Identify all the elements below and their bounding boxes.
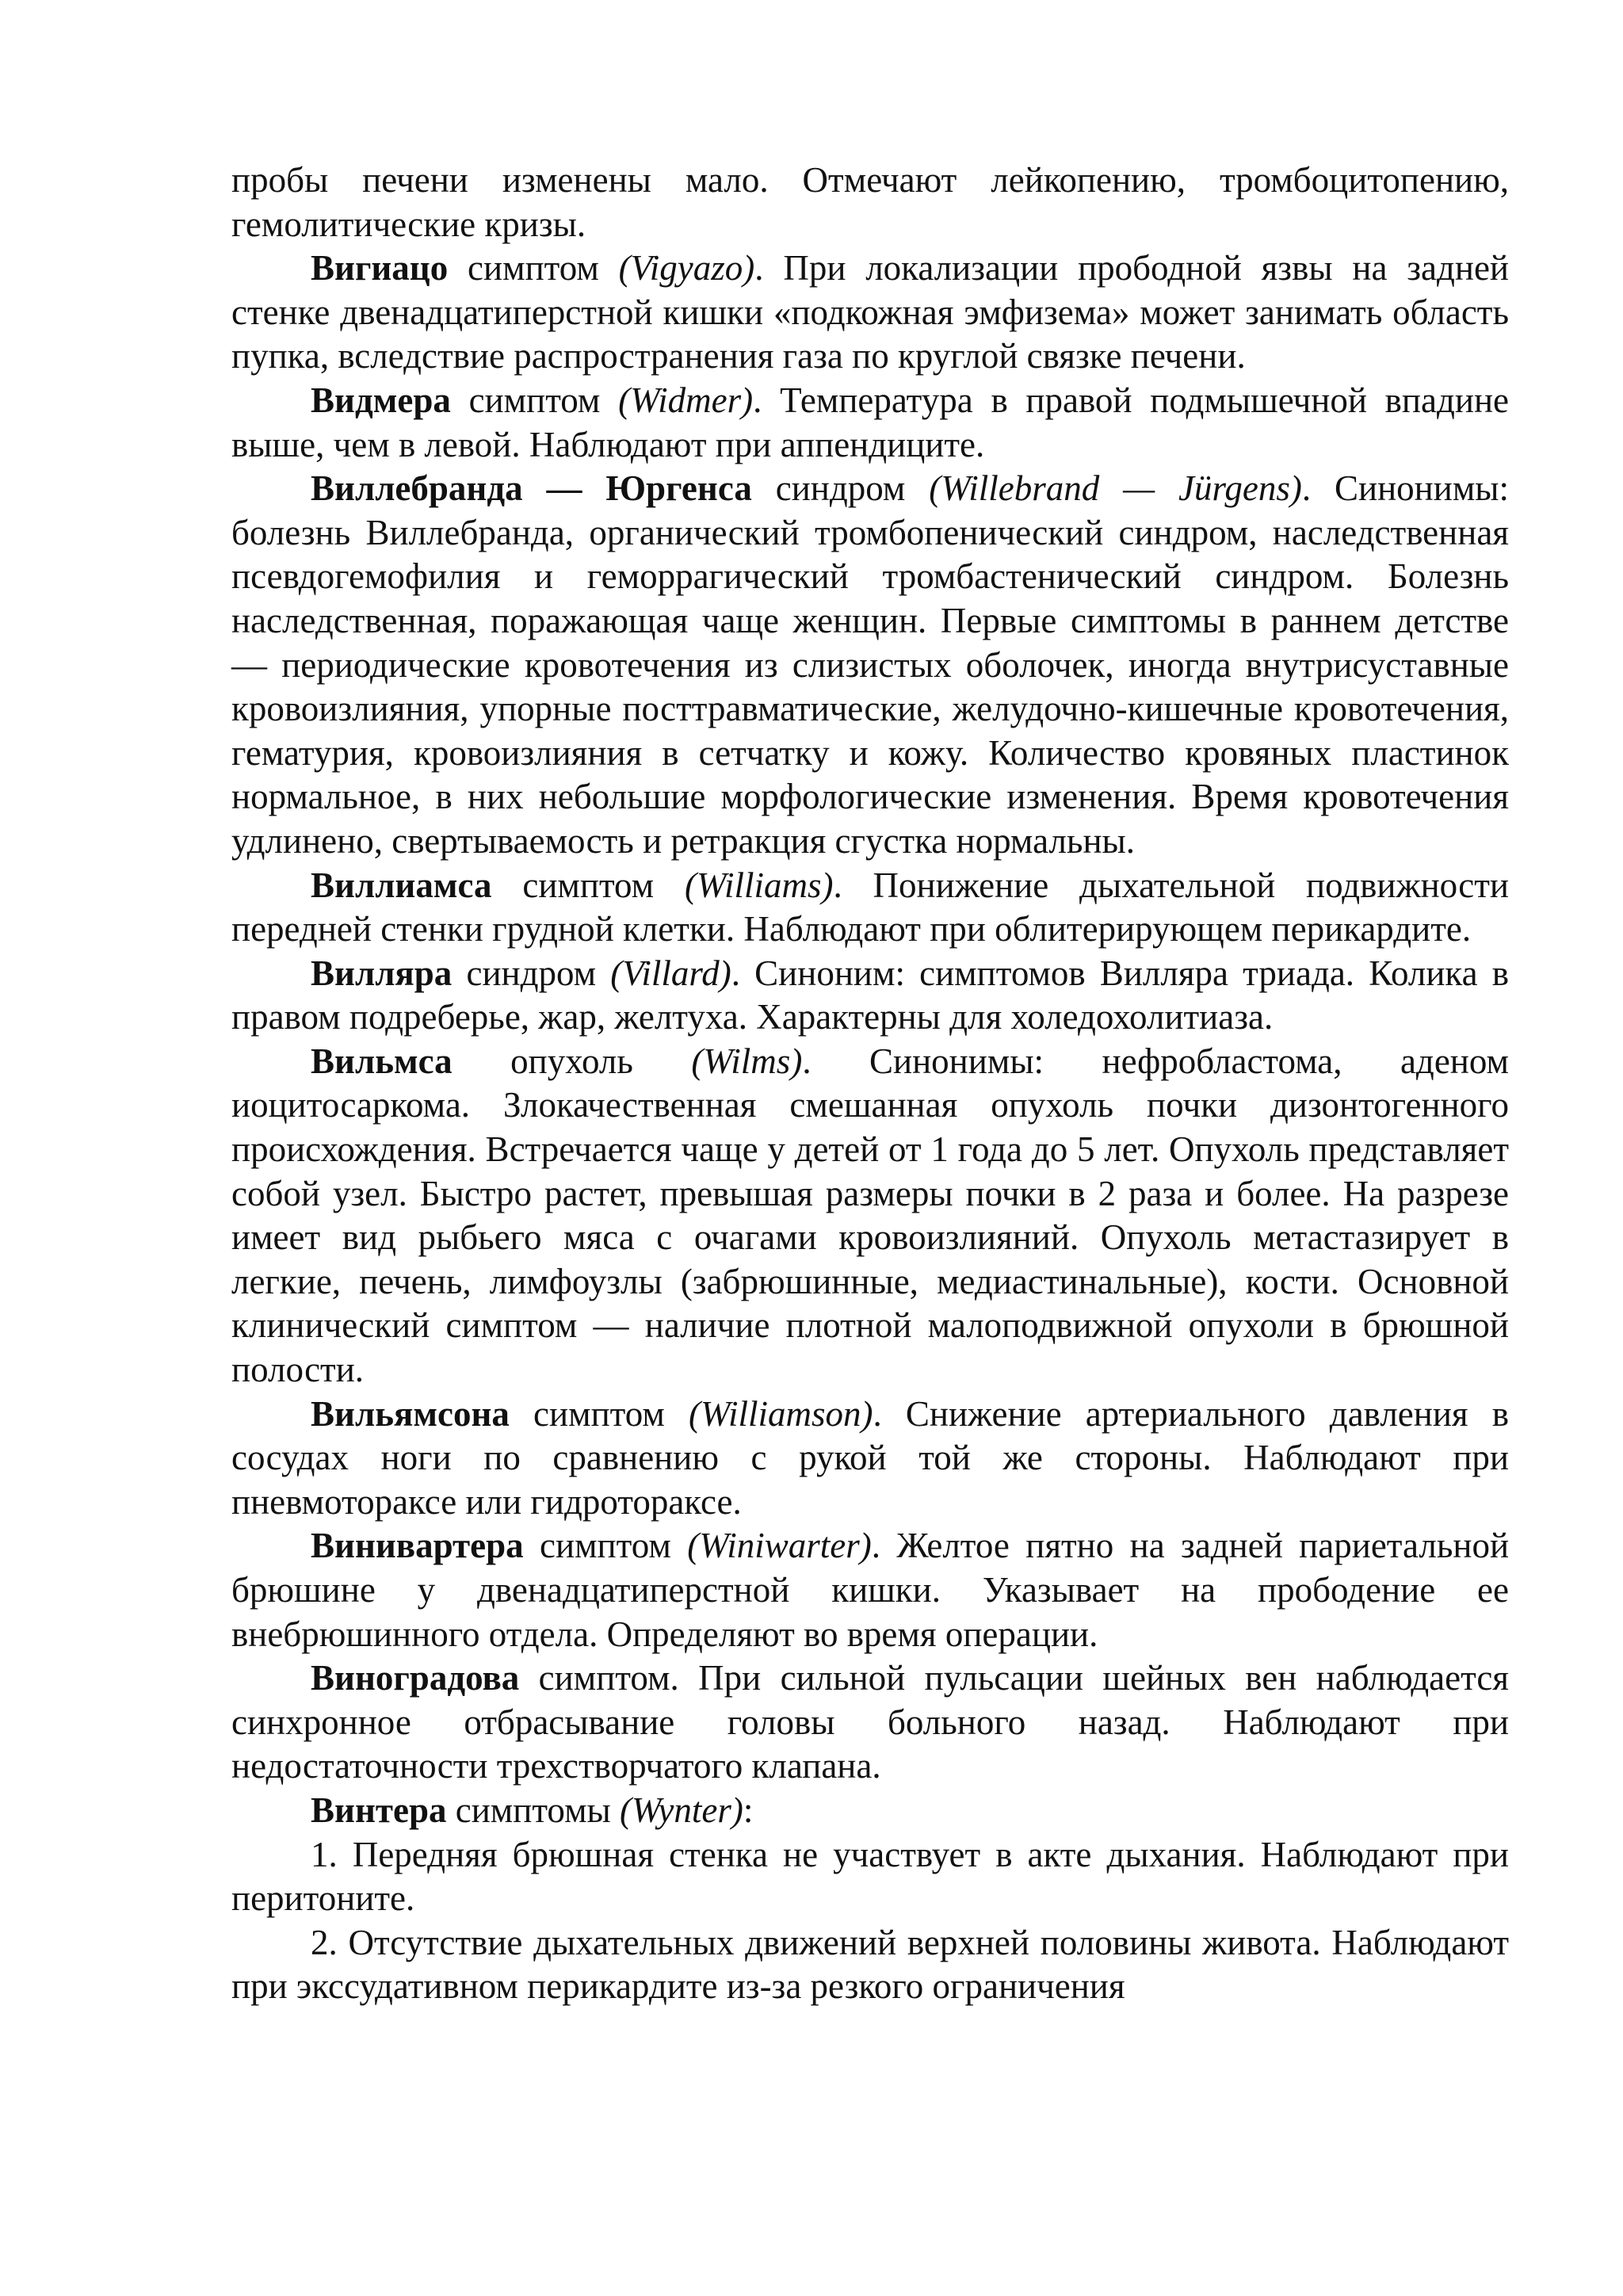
- numbered-item-1: 1. Передняя брюшная стенка не участвует в акте дыхания. Наблюдают при перитоните.: [231, 1834, 1509, 1919]
- entry-kind: симптом: [540, 1526, 671, 1566]
- entry-term: Виллиамса: [311, 865, 492, 905]
- entry-body: :: [743, 1790, 754, 1830]
- entry-kind: опухоль: [510, 1041, 633, 1081]
- entry-term: Вильмса: [311, 1041, 453, 1081]
- entry-term: Винтера: [311, 1790, 447, 1830]
- entry-kind: синдром: [775, 468, 906, 509]
- entry-term: Вилляра: [311, 953, 453, 993]
- entry-willebrand: [231, 467, 1509, 863]
- entry-latin: (Vigyazo): [618, 248, 755, 288]
- entry-latin: (Villard): [610, 953, 731, 993]
- entry-term: Вигиацо: [311, 248, 449, 288]
- entry-williams: [231, 864, 1509, 952]
- entry-term: Винивартера: [311, 1526, 524, 1566]
- entry-term: Видмера: [311, 380, 451, 420]
- entry-latin: (Willebrand — Jürgens): [929, 468, 1302, 509]
- entry-villard: [231, 952, 1509, 1040]
- entry-kind: симптом: [468, 380, 601, 420]
- entry-body: . Понижение дыхательной подвижности передней стенки грудной клетки. Наблюдают при облитерирующем перикардите.: [231, 865, 1510, 949]
- entry-body: . При локализации прободной язвы на задней стенке двенадцатиперстной кишки «подкожная эмфизема» может занимать область пупка, вследствие распространения газа по круглой связке печени.: [231, 248, 1510, 376]
- entry-term: Виноградова: [311, 1658, 520, 1698]
- entry-latin: (Williamson): [688, 1393, 873, 1434]
- entry-kind: симптом: [533, 1393, 665, 1434]
- entry-wilms: [231, 1040, 1509, 1392]
- entry-latin: (Widmer): [618, 380, 754, 420]
- entry-body: . Желтое пятно на задней париетальной брюшине у двенадцатиперстной кишки. Указывает на прободение ее внебрюшинного отдела. Определяют во время операции.: [231, 1526, 1510, 1654]
- entry-winiwarter: [231, 1524, 1509, 1656]
- text-column: [231, 159, 1509, 2009]
- entry-vinogradov: [231, 1656, 1509, 1789]
- entry-body: . Снижение артериального давления в сосудах ноги по сравнению с рукой той же стороны. Наблюдают при пневмотораксе или гидротораксе.: [231, 1393, 1510, 1522]
- entry-body: . При сильной пульсации шейных вен наблюдается синхронное отбрасывание головы больного назад. Наблюдают при недостаточности трехстворчатого клапана.: [231, 1658, 1510, 1786]
- entry-latin: (Winiwarter): [687, 1526, 872, 1566]
- entry-kind: синдром: [466, 953, 597, 993]
- entry-kind: симптом: [538, 1658, 670, 1698]
- entry-latin: (Wilms): [691, 1041, 803, 1081]
- entry-vigyazo: [231, 246, 1509, 379]
- continuation-paragraph: пробы печени изменены мало. Отмечают лейкопению, тромбоцитопению, гемолитические кризы.: [231, 160, 1509, 244]
- entry-kind: симптом: [522, 865, 655, 905]
- entry-widmer: [231, 379, 1509, 467]
- entry-term: Виллебранда — Юргенса: [311, 468, 752, 509]
- entry-kind: симптом: [468, 248, 599, 288]
- entry-wynter: [231, 1789, 1509, 1833]
- entry-body: . Температура в правой подмышечной впадине выше, чем в левой. Наблюдают при аппендиците.: [231, 380, 1510, 464]
- entry-kind: симптомы: [455, 1790, 611, 1830]
- entry-body: . Синонимы: нефробластома, аденом иоцитосаркома. Злокачественная смешанная опухоль почки дизонтогенного происхождения. Встречается чаще у детей от 1 года до 5 лет. Опухоль представляет собой узел. Быстро растет, превышая размеры почки в 2 раза и более. На разрезе имеет вид рыбьего мяса с очагами кровоизлияний. Опухоль метастазирует в легкие, печень, лимфоузлы (забрюшинные, медиастинальные), кости. Основной клинический симптом — наличие плотной малоподвижной опухоли в брюшной полости.: [231, 1041, 1510, 1390]
- entry-body: . Синонимы: болезнь Виллебранда, органический тромбопенический синдром, наследственная псевдогемофилия и геморрагический тромбастенический синдром. Болезнь наследственная, поражающая чаще женщин. Первые симптомы в раннем детстве — периодические кровотечения из слизистых оболочек, иногда внутрисуставные кровоизлияния, упорные посттравматические, желудочно-кишечные кровотечения, гематурия, кровоизлияния в сетчатку и кожу. Количество кровяных пластинок нормальное, в них небольшие морфологические изменения. Время кровотечения удлинено, свертываемость и ретракция сгустка нормальны.: [231, 468, 1510, 861]
- entry-body: . Синоним: симптомов Вилляра триада. Колика в правом подреберье, жар, желтуха. Характерны для холедохолитиаза.: [231, 953, 1509, 1037]
- entry-latin: (Williams): [684, 865, 834, 905]
- entry-williamson: [231, 1392, 1509, 1525]
- entry-term: Вильямсона: [311, 1393, 510, 1434]
- entry-latin: (Wynter): [620, 1790, 743, 1830]
- numbered-item-2: 2. Отсутствие дыхательных движений верхней половины живота. Наблюдают при экссудативном перикардите из-за резкого ограничения: [231, 1922, 1509, 2007]
